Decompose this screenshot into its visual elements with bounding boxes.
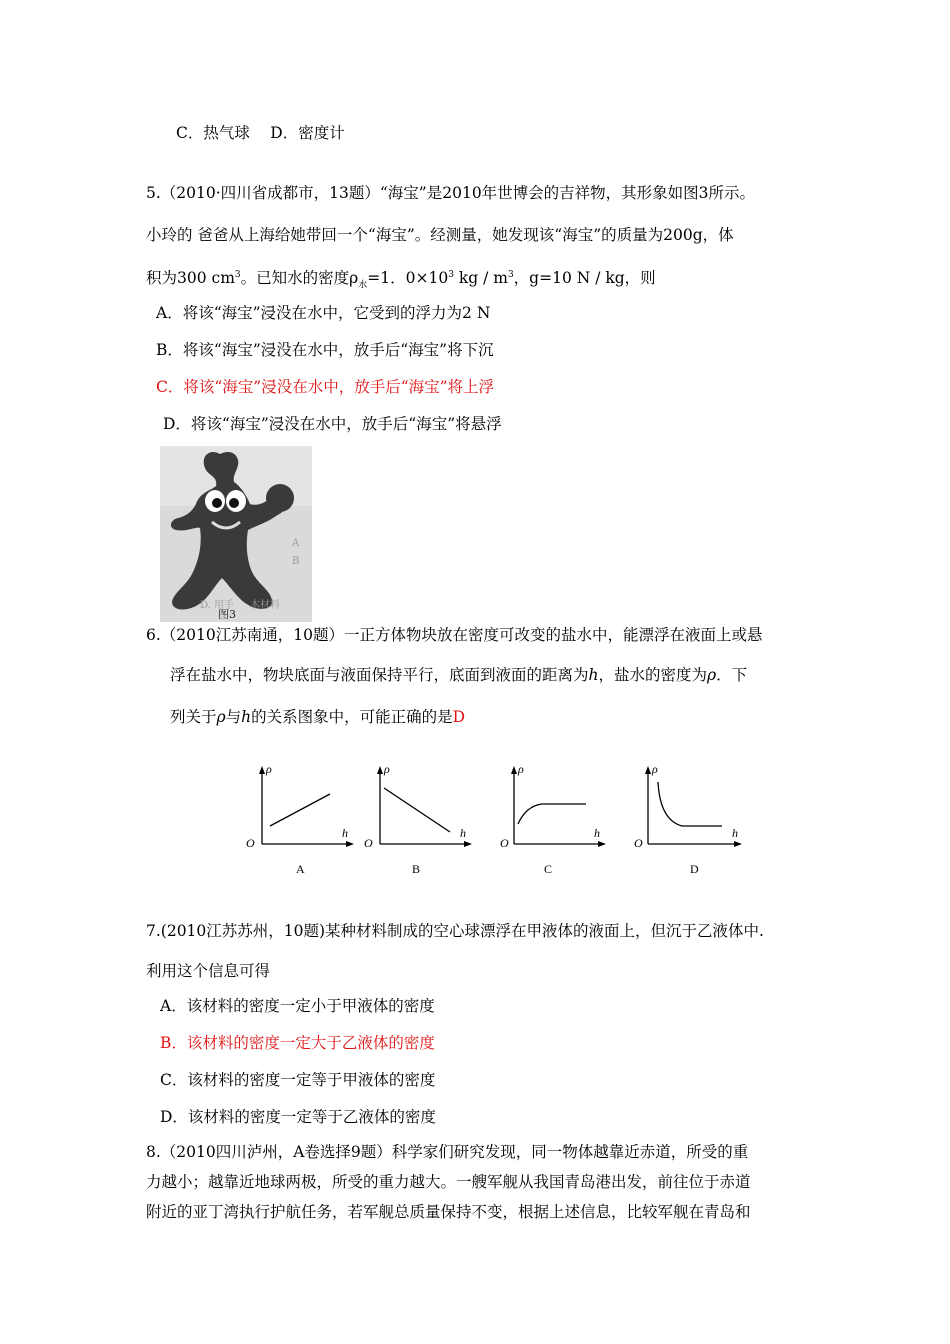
q6-answer: D [452,708,466,726]
graph-c [492,762,612,882]
q8-stem-line1: 8.（2010四川泸州，A卷选择9题）科学家们研究发现，同一物体越靠近赤道，所受的重 [146,1143,749,1161]
graph-c-xlabel: h [594,826,600,840]
q7-option-a: A．该材料的密度一定小于甲液体的密度 [160,997,435,1015]
q7-stem-line1: 7.(2010江苏苏州，10题)某种材料制成的空心球漂浮在甲液体的液面上，但沉于乙液体中. [146,922,764,940]
graph-c-origin: O [500,836,509,850]
q7-option-c: C．该材料的密度一定等于甲液体的密度 [160,1071,436,1089]
graph-c-ylabel: ρ [518,762,524,776]
q7-stem-line2: 利用这个信息可得 [146,962,271,980]
graph-a [240,762,360,882]
q7-option-b-answer: B．该材料的密度一定大于乙液体的密度 [160,1034,435,1052]
graph-a-label: A [296,862,305,876]
q5-stem-line2: 小玲的 爸爸从上海给她带回一个“海宝”。经测量，她发现该“海宝”的质量为200g，体 [146,226,734,244]
graph-b-ylabel: ρ [384,762,390,776]
q6-stem-line3: 列关于ρ与h的关系图象中，可能正确的是D [170,708,466,726]
graph-b-label: B [412,862,421,876]
q8-stem-line2: 力越小；越靠近地球两极，所受的重力越大。一艘军舰从我国青岛港出发，前往位于赤道 [146,1173,751,1191]
graph-d [626,762,750,882]
graph-c-label: C [544,862,553,876]
graph-a-xlabel: h [342,826,348,840]
graph-d-origin: O [634,836,643,850]
graph-b-origin: O [364,836,373,850]
q7-option-d: D．该材料的密度一定等于乙液体的密度 [160,1108,436,1126]
svg-text:B: B [292,556,300,567]
haibao-mascot-figure [160,446,312,622]
q5-option-d: D．将该“海宝”浸没在水中，放手后“海宝”将悬浮 [163,415,502,433]
graph-d-xlabel: h [732,826,738,840]
graph-d-ylabel: ρ [652,762,658,776]
q5-stem-line1: 5.（2010·四川省成都市，13题）“海宝”是2010年世博会的吉祥物，其形象如图3所示。 [146,184,756,202]
q5-option-b: B．将该“海宝”浸没在水中，放手后“海宝”将下沉 [156,341,494,359]
q5-option-c-answer: C．将该“海宝”浸没在水中，放手后“海宝”将上浮 [156,378,495,396]
svg-text:D. 用手: D. 用手 [200,600,235,611]
graph-d-label: D [690,862,699,876]
q6-stem-line1: 6.（2010江苏南通，10题）一正方体物块放在密度可改变的盐水中，能漂浮在液面上或悬 [146,626,763,644]
svg-text:木材料: 木材料 [250,600,280,611]
q5-option-a: A．将该“海宝”浸没在水中，它受到的浮力为2 N [156,304,491,322]
graph-a-ylabel: ρ [266,762,272,776]
svg-text:A: A [292,538,300,549]
graph-b [358,762,478,882]
graph-a-origin: O [246,836,255,850]
graph-b-xlabel: h [460,826,466,840]
q8-stem-line3: 附近的亚丁湾执行护航任务，若军舰总质量保持不变，根据上述信息，比较军舰在青岛和 [146,1203,751,1221]
q6-stem-line2: 浮在盐水中，物块底面与液面保持平行，底面到液面的距离为h，盐水的密度为ρ．下 [170,666,748,684]
q5-stem-line3: 积为300 $cm^3$。已知水的密度$\rho_水=1$．$0\times 10^3$ kg / $m^3$，g=10 N / kg，则 [146,269,656,291]
figure-caption: 图3 [218,608,236,621]
q4-options-cd: C．热气球 D．密度计 [176,124,345,142]
